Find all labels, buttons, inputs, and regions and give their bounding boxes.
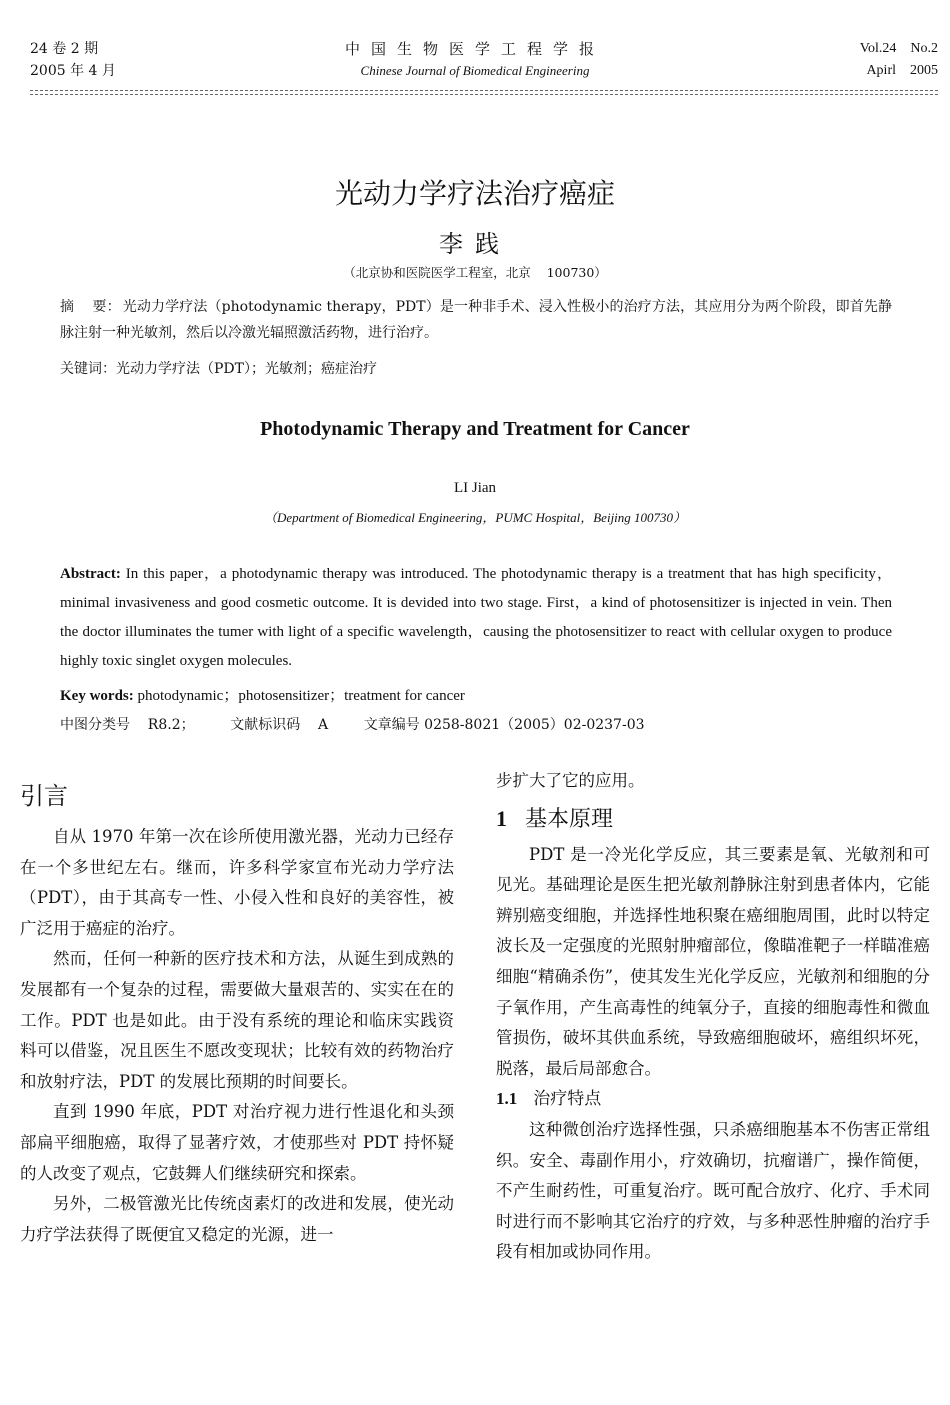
keywords-text-en: photodynamic；photosensitizer；treatment for cancer bbox=[137, 688, 465, 704]
intro-continuation: 步扩大了它的应用。 bbox=[496, 771, 645, 790]
intro-paragraph: 自从 1970 年第一次在诊所使用激光器，光动力已经存在一个多世纪左右。继而，许多科学家宣布光动力学疗法（PDT），由于其高专一性、小侵入性和良好的美容性，被广泛用于癌症的治疗。 bbox=[20, 827, 454, 938]
header-journal bbox=[0, 38, 950, 82]
header-vol bbox=[860, 38, 938, 82]
keywords-label-en: Key words: bbox=[60, 688, 134, 704]
intro-paragraph: 然而，任何一种新的医疗技术和方法，从诞生到成熟的发展都有一个复杂的过程，需要做大量艰苦的、实实在在的工作。PDT 也是如此。由于没有系统的理论和临床实践资料可以借鉴，况且医生不愿改变现状；比较有效的药物治疗和放射疗法，PDT 的发展比预期的时间要长。 bbox=[20, 949, 454, 1091]
affiliation-cn: （北京协和医院医学工程室，北京 100730） bbox=[343, 265, 607, 280]
abstract-cn bbox=[60, 294, 892, 346]
abstract-text-en: In this paper，a photodynamic therapy was introduced. The photodynamic therapy is a treatment that has high specificity，minimal invasiveness and good cosmetic outcome. It is devided into two stage. First，a kind of photosensitizer is injected in vein. Then the doctor illuminates the tumer with light of a specific wavelength，causing the photosensitizer to react with cellular oxygen to produce highly toxic singlet oxygen molecules. bbox=[60, 566, 892, 669]
subsection-1-1-heading bbox=[496, 1084, 930, 1115]
section-1-heading bbox=[496, 803, 930, 836]
intro-paragraph: 直到 1990 年底，PDT 对治疗视力进行性退化和头颈部扁平细胞癌，取得了显著疗效，才使那些对 PDT 持怀疑的人改变了观点，它鼓舞人们继续研究和探索。 bbox=[20, 1102, 454, 1183]
journal-name-en: Chinese Journal of Biomedical Engineering bbox=[360, 63, 590, 78]
keywords-label-cn: 关键词： bbox=[60, 361, 116, 377]
header-volume-issue: 24 卷 2 期 bbox=[30, 41, 99, 57]
journal-name-cn: 中国生物医学工程学报 bbox=[344, 40, 605, 58]
intro-paragraph: 另外，二极管激光比传统卤素灯的改进和发展，使光动力疗学法获得了既便宜又稳定的光源，进一 bbox=[20, 1194, 454, 1244]
header-month-year: Apirl 2005 bbox=[866, 63, 938, 78]
article-title-cn: 光动力学疗法治疗癌症 bbox=[334, 177, 615, 210]
abstract-label-cn: 摘 要： bbox=[60, 299, 121, 315]
keywords-cn bbox=[60, 356, 892, 382]
header-vol-no: Vol.24 No.2 bbox=[859, 41, 938, 56]
subsection-1-1-number: 1.1 bbox=[496, 1089, 518, 1109]
header-rule-bottom bbox=[30, 94, 938, 95]
affiliation-en: （Department of Biomedical Engineering，PUMC Hospital，Beijing 100730） bbox=[263, 510, 687, 525]
abstract-en bbox=[60, 560, 892, 676]
abstract-label-en: Abstract: bbox=[60, 566, 121, 582]
author-en: LI Jian bbox=[453, 480, 497, 496]
abstract-text-cn: 光动力学疗法（photodynamic therapy，PDT）是一种非手术、浸入性极小的治疗方法，其应用分为两个阶段，即首先静脉注射一种光敏剂，然后以冷激光辐照激活药物，进行治疗。 bbox=[60, 299, 892, 341]
body-left-column bbox=[20, 780, 454, 1250]
keywords-en bbox=[60, 684, 892, 708]
keywords-text-cn: 光动力学疗法（PDT）；光敏剂；癌症治疗 bbox=[116, 361, 377, 377]
header-date: 2005 年 4 月 bbox=[30, 63, 116, 79]
body-right-column bbox=[496, 766, 930, 1268]
author-cn: 李践 bbox=[439, 230, 511, 258]
intro-heading: 引言 bbox=[20, 782, 68, 810]
header-rule-top bbox=[30, 90, 938, 91]
section-1-title: 基本原理 bbox=[525, 806, 614, 832]
section-1-number: 1 bbox=[496, 805, 507, 831]
section-1-paragraph: PDT 是一冷光化学反应，其三要素是氧、光敏剂和可见光。基础理论是医生把光敏剂静脉注射到患者体内，它能辨别癌变细胞，并选择性地积聚在癌细胞周围，此时以特定波长及一定强度的光照射肿瘤部位，像瞄准靶子一样瞄准癌细胞“精确杀伤”，使其发生光化学反应，光敏剂和细胞的分子氧作用，产生高毒性的纯氧分子，直接的细胞毒性和微血管损伤，破坏其供血系统，导致癌细胞破坏，癌组织坏死，脱落，最后局部愈合。 bbox=[496, 844, 930, 1078]
article-title-en: Photodynamic Therapy and Treatment for Cancer bbox=[260, 418, 690, 440]
subsection-1-1-paragraph: 这种微创治疗选择性强，只杀癌细胞基本不伤害正常组织。安全、毒副作用小，疗效确切，抗瘤谱广，操作简便，不产生耐药性，可重复治疗。既可配合放疗、化疗、手术同时进行而不影响其它治疗的疗效，与多种恶性肿瘤的治疗手段有相加或协同作用。 bbox=[496, 1119, 930, 1262]
classification-line: 中图分类号 R8.2； 文献标识码 A 文章编号 0258-8021（2005）02-0237-03 bbox=[60, 717, 645, 733]
subsection-1-1-title: 治疗特点 bbox=[533, 1089, 602, 1110]
